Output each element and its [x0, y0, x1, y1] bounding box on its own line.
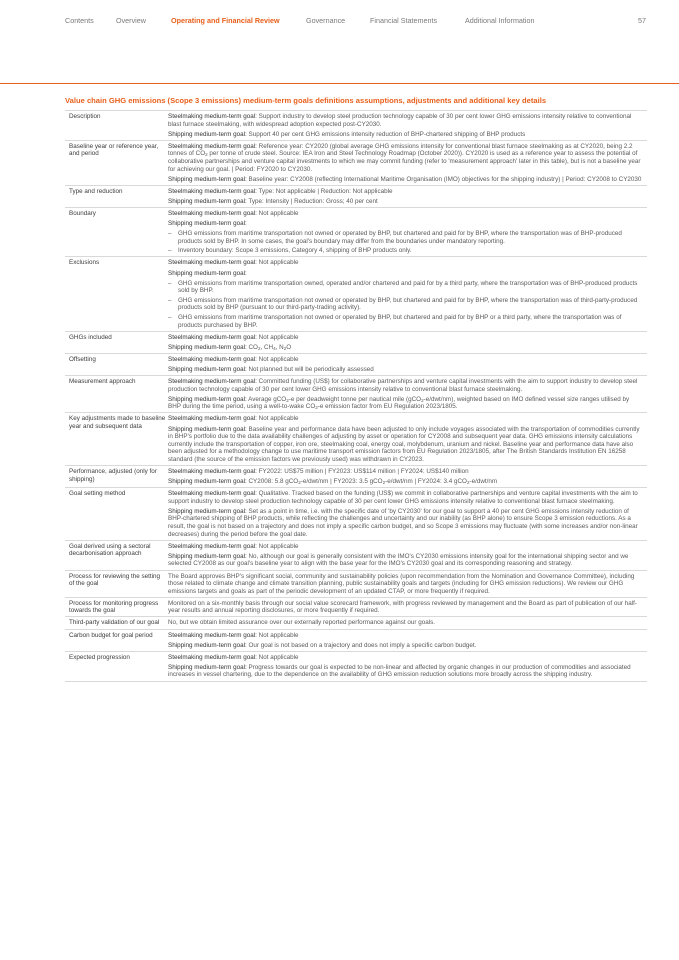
- paragraph: [168, 176, 643, 184]
- goal-label: Steelmaking medium-term goal:: [168, 378, 257, 386]
- table-row: [65, 353, 647, 375]
- paragraph-text: Type: Intensity | Reduction: Gross; 40 per cent: [246, 197, 378, 205]
- dash-bullet-icon: –: [168, 296, 172, 304]
- paragraph-text: Not planned but will be periodically assessed: [246, 365, 374, 373]
- nav-contents[interactable]: Contents: [65, 16, 94, 25]
- paragraph-text: CY2008: 5.8 gCO$_2$-e/dwt/nm | FY2023: 3.5 gCO$_2$-e/dwt/nm | FY2024: 3.4 gCO$_2$-e/dwt/nm: [246, 478, 498, 486]
- goal-label: Steelmaking medium-term goal:: [168, 467, 257, 475]
- nav-operating-and-financial-review[interactable]: Operating and Financial Review: [171, 16, 280, 25]
- table-row: [65, 111, 647, 141]
- row-label: Type and reduction: [65, 185, 168, 207]
- paragraph: [168, 270, 643, 278]
- paragraph: [168, 344, 643, 352]
- section-title: Value chain GHG emissions (Scope 3 emissions) medium-term goals definitions assumptions, adjustments and additional key details: [65, 96, 547, 105]
- goal-label: Steelmaking medium-term goal:: [168, 490, 257, 498]
- row-value: [168, 413, 647, 466]
- goal-label: Steelmaking medium-term goal:: [168, 542, 257, 550]
- paragraph: [168, 490, 643, 505]
- paragraph: [168, 600, 643, 615]
- nav-additional-information[interactable]: Additional Information: [465, 16, 535, 25]
- definitions-table: [65, 110, 647, 682]
- dash-bullet-icon: –: [168, 279, 172, 287]
- goal-label: Steelmaking medium-term goal:: [168, 113, 257, 120]
- row-value: [168, 353, 647, 375]
- paragraph-text: Reference year: CY2020 (global average GHG emissions intensity for conventional blast furnace steelmaking as at CY2020, being 2.2 tonnes of $CO_2$ per tonne of crude steel. Source: IEA Iron and Steel Technology Roadmap (October 2020)). CY2020 is used as a reference year to assess the potential of collaborative partnerships and venture capital investments to which we may commit funding (refer to 'measurement approach' later in this table), but is not a baseline year for achieving our goal. | Period: FY2020 to CY2030.: [168, 142, 641, 173]
- paragraph: [168, 113, 643, 128]
- bullet-item: [168, 230, 643, 245]
- paragraph: [168, 415, 643, 423]
- table-row: [65, 488, 647, 541]
- paragraph: [168, 188, 643, 196]
- nav-overview[interactable]: Overview: [116, 16, 146, 25]
- paragraph-text: Set as a point in time, i.e. with the specific date of 'by CY2030' for our goal to support a 40 per cent GHG emissions intensity reduction of BHP-chartered shipping of BHP products, while reflecting the challenges and uncertainty and our inability (as BHP alone) to ensure Scope 3 emission reductions. As a result, the goal is not based on a trajectory and does not imply a specific carbon budget, and so Scope 3 emissions may fluctuate (with some increases and/or non-linear decreases) during the period before the goal date.: [168, 507, 638, 538]
- row-label: Process for monitoring progress towards the goal: [65, 597, 168, 617]
- paragraph: [168, 378, 643, 393]
- table-row: [65, 185, 647, 207]
- paragraph-text: $CO_2$, $CH_4$, $N_2O$: [246, 343, 292, 351]
- bullet-text: Inventory boundary: Scope 3 emissions, Category 4, shipping of BHP products only.: [178, 247, 412, 255]
- paragraph-text: The Board approves BHP's significant social, community and sustainability policies (upon recommendation from the Nomination and Governance Committee), including those related to climate change and climate transition planning, public sustainability goals and targets (including for GHG emission reductions). We review our GHG emissions targets and goals as part of the periodic development of an updated CTAP, or more frequently if required.: [168, 572, 635, 595]
- row-value: [168, 617, 647, 629]
- goal-label: Shipping medium-term goal:: [168, 197, 247, 205]
- bullet-text: GHG emissions from maritime transportation not owned or operated by BHP, but chartered and paid for by BHP or a third party, where the transportation was of products purchased by BHP.: [178, 313, 622, 329]
- row-label: Measurement approach: [65, 376, 168, 413]
- paragraph-text: Average gCO$_2$-e per deadweight tonne per nautical mile (gCO$_2$-e/dwt/nm), weighted based on IMO defined vessel size ranges utilised by BHP during the time period, using a well-to-wake $CO_2-e$ emission factor from EU Regulation 2023/1805.: [168, 395, 630, 411]
- row-value: [168, 257, 647, 331]
- bullet-text: GHG emissions from maritime transportation owned, operated and/or chartered and paid for by a third party, where the transportation was of BHP-produced products sold by BHP.: [178, 279, 638, 295]
- goal-label: Steelmaking medium-term goal:: [168, 631, 257, 639]
- top-navigation: [65, 16, 646, 30]
- row-label: Process for reviewing the setting of the goal: [65, 570, 168, 597]
- goal-label: Shipping medium-term goal:: [168, 395, 247, 403]
- table-row: [65, 207, 647, 256]
- goal-label: Shipping medium-term goal:: [168, 269, 247, 277]
- paragraph: [168, 366, 643, 374]
- row-value: [168, 629, 647, 651]
- paragraph-text: Type: Not applicable | Reduction: Not applicable: [256, 187, 393, 195]
- row-label: Goal derived using a sectoral decarbonisation approach: [65, 540, 168, 570]
- bullet-item: [168, 297, 643, 312]
- row-value: [168, 111, 647, 141]
- goal-label: Steelmaking medium-term goal:: [168, 187, 257, 195]
- paragraph-text: Support industry to develop steel production technology capable of 30 per cent lower GHG emissions intensity relative to conventional blast furnace steelmaking, with widespread adoption expected post-CY2030.: [168, 113, 632, 128]
- goal-label: Steelmaking medium-term goal:: [168, 653, 257, 661]
- bullet-item: [168, 280, 643, 295]
- row-label: Third-party validation of our goal: [65, 617, 168, 629]
- row-label: Key adjustments made to baseline year and subsequent data: [65, 413, 168, 466]
- dash-bullet-icon: –: [168, 313, 172, 321]
- table-row: [65, 617, 647, 629]
- table-row: [65, 540, 647, 570]
- paragraph-text: No, but we obtain limited assurance over our externally reported performance against our goals.: [168, 619, 436, 627]
- paragraph: [168, 543, 643, 551]
- row-value: [168, 465, 647, 487]
- bullet-text: GHG emissions from maritime transportation not owned or operated by BHP, but chartered and paid for by BHP, where the transportation was of third-party-produced products sold by BHP (pursuant to our third-party-trading activity).: [178, 296, 638, 312]
- paragraph: [168, 131, 643, 139]
- row-label: Performance, adjusted (only for shipping): [65, 465, 168, 487]
- row-value: [168, 331, 647, 353]
- nav-financial-statements[interactable]: Financial Statements: [370, 16, 438, 25]
- goal-label: Shipping medium-term goal:: [168, 130, 247, 138]
- goal-label: Shipping medium-term goal:: [168, 365, 247, 373]
- paragraph: [168, 642, 643, 650]
- paragraph-text: Monitored on a six-monthly basis through our social value scorecard framework, with progress reviewed by management and the Board as part of publication of our half-year results and annual reporting disclosures, or more frequently if required.: [168, 599, 638, 615]
- row-label: Exclusions: [65, 257, 168, 331]
- paragraph-text: Baseline year: CY2008 (reflecting International Maritime Organisation (IMO) objectives for the shipping industry) | Period: CY2008 to CY2030: [246, 175, 642, 183]
- paragraph: [168, 664, 643, 679]
- goal-label: Steelmaking medium-term goal:: [168, 142, 257, 150]
- table-row: [65, 570, 647, 597]
- table-row: [65, 465, 647, 487]
- table-row: [65, 413, 647, 466]
- paragraph: [168, 468, 643, 476]
- row-label: GHGs included: [65, 331, 168, 353]
- bullet-item: [168, 247, 643, 255]
- table-row: [65, 140, 647, 185]
- row-label: Boundary: [65, 207, 168, 256]
- goal-label: Steelmaking medium-term goal:: [168, 209, 257, 217]
- paragraph-text: Not applicable: [256, 209, 299, 217]
- row-value: [168, 185, 647, 207]
- paragraph: [168, 334, 643, 342]
- goal-label: Shipping medium-term goal:: [168, 663, 247, 671]
- goal-label: Shipping medium-term goal:: [168, 343, 247, 351]
- table-row: [65, 376, 647, 413]
- row-value: [168, 540, 647, 570]
- bullet-item: [168, 314, 643, 329]
- table-row: [65, 597, 647, 617]
- paragraph-text: Not applicable: [256, 415, 299, 423]
- table-row: [65, 331, 647, 353]
- header-divider: [0, 83, 679, 84]
- paragraph-text: Not applicable: [256, 631, 299, 639]
- goal-label: Shipping medium-term goal:: [168, 478, 247, 486]
- row-value: [168, 140, 647, 185]
- goal-label: Shipping medium-term goal:: [168, 507, 247, 515]
- paragraph: [168, 508, 643, 538]
- bullet-text: GHG emissions from maritime transportation not owned or operated by BHP, but chartered and paid for by BHP, where the transportation was of BHP-produced products sold by BHP. In some cases, the goal's boundary may differ from the boundaries under mandatory reporting.: [178, 230, 622, 245]
- paragraph: [168, 632, 643, 640]
- row-label: Offsetting: [65, 353, 168, 375]
- row-value: [168, 651, 647, 681]
- row-value: [168, 488, 647, 541]
- nav-governance[interactable]: Governance: [306, 16, 346, 25]
- paragraph: [168, 143, 643, 173]
- paragraph-text: Committed funding (US$) for collaborative partnerships and venture capital investments with the aim to support industry to develop steel production technology capable of 30 per cent lower GHG emissions intensity relative to conventional blast furnace steelmaking.: [168, 378, 638, 393]
- goal-label: Shipping medium-term goal:: [168, 220, 247, 228]
- goal-label: Shipping medium-term goal:: [168, 175, 247, 183]
- goal-label: Steelmaking medium-term goal:: [168, 259, 257, 267]
- row-label: Baseline year or reference year, and period: [65, 140, 168, 185]
- row-label: Description: [65, 111, 168, 141]
- row-value: [168, 207, 647, 256]
- goal-label: Steelmaking medium-term goal:: [168, 355, 257, 363]
- row-value: [168, 570, 647, 597]
- table-row: [65, 629, 647, 651]
- dash-bullet-icon: –: [168, 247, 172, 255]
- table-row: [65, 651, 647, 681]
- paragraph-text: Not applicable: [256, 333, 299, 341]
- row-label: Goal setting method: [65, 488, 168, 541]
- row-value: [168, 597, 647, 617]
- paragraph: [168, 619, 643, 627]
- page-number: 57: [638, 16, 646, 25]
- paragraph: [168, 478, 643, 486]
- paragraph-text: Qualitative. Tracked based on the funding (US$) we commit in collaborative partnerships and venture capital investments with the aim to support industry to develop steel production technology capable of 30 per cent lower GHG emissions intensity relative to conventional blast furnace steelmaking.: [168, 490, 638, 505]
- paragraph: [168, 356, 643, 364]
- paragraph-text: Baseline year and performance data have been adjusted to only include voyages associated with the transportation of commodities currently in BHP's portfolio due to the data availability challenges of adjusting by asset or operation for CY2008 and subsequent year data. GHG emissions intensity calculations currently include the transportation of copper, iron ore, steelmaking coal, energy coal, molybdenum, uranium and nickel. Baseline year and performance data have also been adjusted for a methodology change to use maritime transport emission factors from EU Regulation 2023/1805, after The British Standards Institution EN 16258 standard (the source of the emission factors we previously used) was withdrawn in CY2023.: [168, 425, 640, 463]
- paragraph: [168, 220, 643, 228]
- paragraph-text: Support 40 per cent GHG emissions intensity reduction of BHP-chartered shipping of BHP products: [246, 130, 526, 138]
- paragraph: [168, 553, 643, 568]
- paragraph-text: Not applicable: [256, 542, 299, 550]
- paragraph: [168, 654, 643, 662]
- paragraph-text: Our goal is not based on a trajectory and does not imply a specific carbon budget.: [246, 641, 477, 649]
- paragraph: [168, 426, 643, 464]
- paragraph: [168, 396, 643, 411]
- goal-label: Shipping medium-term goal:: [168, 552, 247, 560]
- goal-label: Steelmaking medium-term goal:: [168, 415, 257, 423]
- paragraph-text: Not applicable: [256, 355, 299, 363]
- row-value: [168, 376, 647, 413]
- paragraph: [168, 198, 643, 206]
- goal-label: Steelmaking medium-term goal:: [168, 333, 257, 341]
- paragraph-text: Not applicable: [256, 259, 299, 267]
- paragraph: [168, 210, 643, 218]
- paragraph-text: No, although our goal is generally consistent with the IMO's CY2030 emissions intensity goal for the international shipping sector and we selected CY2008 as our goal's baseline year to align with the base year for the IMO's CY2030 goal and its corresponding reasoning and strategy.: [168, 552, 629, 568]
- table-row: [65, 257, 647, 331]
- paragraph: [168, 259, 643, 267]
- row-label: Carbon budget for goal period: [65, 629, 168, 651]
- paragraph-text: Not applicable: [256, 653, 299, 661]
- paragraph: [168, 573, 643, 596]
- goal-label: Shipping medium-term goal:: [168, 425, 247, 433]
- paragraph-text: FY2022: US$75 million | FY2023: US$114 million | FY2024: US$140 million: [256, 467, 469, 475]
- paragraph-text: Progress towards our goal is expected to be non-linear and affected by organic changes in our production of commodities and associated increases in vessel chartering, due to the dependence on the availability of GHG emission reduction solutions more broadly across the shipping industry.: [168, 663, 631, 679]
- row-label: Expected progression: [65, 651, 168, 681]
- goal-label: Shipping medium-term goal:: [168, 641, 247, 649]
- dash-bullet-icon: –: [168, 230, 172, 238]
